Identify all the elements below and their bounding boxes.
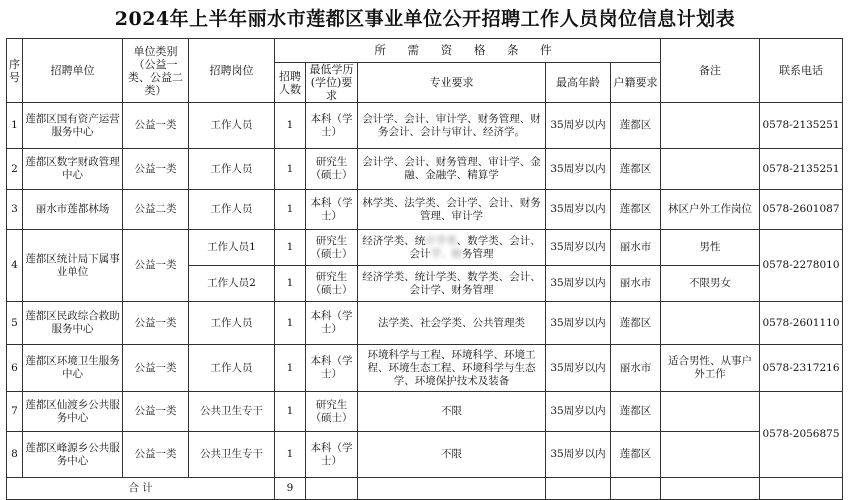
header-edu: 最低学历(学位)要求: [306, 63, 358, 103]
cell-category: 公益一类: [123, 149, 189, 190]
cell-major: 林学类、法学类、会计学、会计、财务管理、审计学: [358, 190, 546, 230]
cell-remark: [661, 149, 760, 190]
cell-post: 工作人员: [189, 149, 275, 190]
cell-category: 公益一类: [123, 103, 189, 149]
cell-remark: [661, 392, 760, 432]
cell-remark: 不限男女: [661, 266, 760, 302]
table-row: [7, 392, 843, 432]
cell-edu: 研究生（硕士）: [306, 149, 358, 190]
cell-unit: 莲都区统计局下属事业单位: [23, 230, 123, 302]
cell-phone: 0578-2317216: [760, 345, 843, 392]
cell-count: 1: [275, 345, 306, 392]
cell-age: 35周岁以内: [546, 230, 611, 266]
cell-hukou: 莲都区: [611, 149, 661, 190]
recruitment-table: [6, 38, 843, 500]
table-row: [7, 149, 843, 190]
cell-unit: 莲都区数字财政管理中心: [23, 149, 123, 190]
cell-major: 不限: [358, 432, 546, 478]
cell-age: 35周岁以内: [546, 432, 611, 478]
cell-seq: 6: [7, 345, 23, 392]
cell-major: 经济学类、统计学类、数学类、会计、会计学、财务管理: [358, 266, 546, 302]
cell-remark: [661, 302, 760, 345]
cell-category: 公益一类: [123, 302, 189, 345]
header-category: 单位类别（公益一类、公益二类）: [123, 39, 189, 103]
header-post: 招聘岗位: [189, 39, 275, 103]
cell-count: 1: [275, 266, 306, 302]
cell-phone: 0578-2278010: [760, 230, 843, 302]
table-row: [7, 432, 843, 478]
cell-edu: 本科（学士）: [306, 345, 358, 392]
cell-post: 公共卫生专干: [189, 392, 275, 432]
cell-count: 1: [275, 392, 306, 432]
major-text: 经济学类、统: [362, 234, 426, 247]
total-count: 9: [275, 478, 306, 500]
cell-hukou: 丽水市: [611, 230, 661, 266]
cell-remark: 男性: [661, 230, 760, 266]
cell-age: 35周岁以内: [546, 190, 611, 230]
cell-hukou: 莲都区: [611, 392, 661, 432]
cell-hukou: 莲都区: [611, 190, 661, 230]
cell-unit: 莲都区环境卫生服务中心: [23, 345, 123, 392]
cell-hukou: 莲都区: [611, 103, 661, 149]
cell-hukou: 丽水市: [611, 345, 661, 392]
redacted-text: 计学类: [425, 234, 457, 247]
cell-age: 35周岁以内: [546, 345, 611, 392]
cell-seq: 1: [7, 103, 23, 149]
cell-count: 1: [275, 190, 306, 230]
cell-edu: 研究生（硕士）: [306, 266, 358, 302]
table-row: [7, 190, 843, 230]
cell-unit: 莲都区峰源乡公共服务中心: [23, 432, 123, 478]
table-row: [7, 345, 843, 392]
cell-age: 35周岁以内: [546, 392, 611, 432]
cell-category: 公益一类: [123, 230, 189, 302]
cell-remark: 适合男性、从事户外工作: [661, 345, 760, 392]
page-title: 2024年上半年丽水市莲都区事业单位公开招聘工作人员岗位信息计划表: [114, 8, 736, 30]
table-row: [7, 230, 843, 266]
cell-post: 工作人员: [189, 103, 275, 149]
major-text: 会计: [409, 247, 431, 260]
cell-post: 工作人员1: [189, 230, 275, 266]
cell-age: 35周岁以内: [546, 103, 611, 149]
cell-post: 工作人员2: [189, 266, 275, 302]
cell-count: 1: [275, 302, 306, 345]
header-remark: 备注: [661, 39, 760, 103]
cell-seq: 4: [7, 230, 23, 302]
cell-major: 不限: [358, 392, 546, 432]
cell-hukou: 莲都区: [611, 302, 661, 345]
cell-phone: 0578-2135251: [760, 149, 843, 190]
cell-age: 35周岁以内: [546, 266, 611, 302]
cell-unit: 莲都区仙渡乡公共服务中心: [23, 392, 123, 432]
cell-category: 公益一类: [123, 345, 189, 392]
header-seq: 序号: [7, 39, 23, 103]
cell-edu: 本科（学士）: [306, 103, 358, 149]
cell-category: 公益一类: [123, 432, 189, 478]
cell-seq: 3: [7, 190, 23, 230]
cell-post: 公共卫生专干: [189, 432, 275, 478]
cell-phone: 0578-2601087: [760, 190, 843, 230]
cell-edu: 研究生（硕士）: [306, 392, 358, 432]
cell-count: 1: [275, 149, 306, 190]
cell-age: 35周岁以内: [546, 302, 611, 345]
cell-post: 工作人员: [189, 345, 275, 392]
total-row: [7, 478, 843, 500]
major-text: 务管理: [462, 247, 494, 260]
header-row-1: [7, 39, 843, 63]
cell-unit: 莲都区国有资产运营服务中心: [23, 103, 123, 149]
cell-edu: 本科（学士）: [306, 302, 358, 345]
cell-seq: 5: [7, 302, 23, 345]
cell-category: 公益二类: [123, 190, 189, 230]
header-count: 招聘人数: [275, 63, 306, 103]
cell-seq: 8: [7, 432, 23, 478]
header-phone: 联系电话: [760, 39, 843, 103]
cell-hukou: 莲都区: [611, 432, 661, 478]
cell-major: 会计学、会计、审计学、财务管理、财务会计、会计与审计、经济学。: [358, 103, 546, 149]
total-label: 合 计: [7, 478, 275, 500]
table-row: [7, 302, 843, 345]
cell-seq: 2: [7, 149, 23, 190]
cell-unit: 丽水市莲都林场: [23, 190, 123, 230]
cell-age: 35周岁以内: [546, 149, 611, 190]
cell-remark: [661, 432, 760, 478]
cell-remark: [661, 103, 760, 149]
cell-edu: 本科（学士）: [306, 190, 358, 230]
header-hukou: 户籍要求: [611, 63, 661, 103]
cell-post: 工作人员: [189, 302, 275, 345]
header-requirements: 所 需 资 格 条 件: [275, 39, 661, 63]
header-unit: 招聘单位: [23, 39, 123, 103]
cell-unit: 莲都区民政综合救助服务中心: [23, 302, 123, 345]
header-major: 专业要求: [358, 63, 546, 103]
cell-edu: 研究生（硕士）: [306, 230, 358, 266]
cell-major: 环境科学与工程、环境科学、环境工程、环境生态工程、环境科学与生态学、环境保护技术及装备: [358, 345, 546, 392]
redacted-text: 学、财: [430, 247, 462, 260]
cell-major: 法学类、社会学类、公共管理类: [358, 302, 546, 345]
cell-category: 公益一类: [123, 392, 189, 432]
cell-major: [358, 230, 546, 266]
table-row: [7, 103, 843, 149]
cell-remark: 林区户外工作岗位: [661, 190, 760, 230]
cell-phone: 0578-2056875: [760, 392, 843, 478]
cell-count: 1: [275, 230, 306, 266]
cell-phone: 0578-2135251: [760, 103, 843, 149]
cell-hukou: 丽水市: [611, 266, 661, 302]
cell-major: 会计学、会计、财务管理、审计学、金融、金融学、精算学: [358, 149, 546, 190]
cell-count: 1: [275, 432, 306, 478]
cell-post: 工作人员: [189, 190, 275, 230]
major-text: 、数学类、会计、: [456, 234, 541, 247]
cell-count: 1: [275, 103, 306, 149]
cell-seq: 7: [7, 392, 23, 432]
cell-edu: 本科（学士）: [306, 432, 358, 478]
cell-phone: 0578-2601110: [760, 302, 843, 345]
header-age: 最高年龄: [546, 63, 611, 103]
